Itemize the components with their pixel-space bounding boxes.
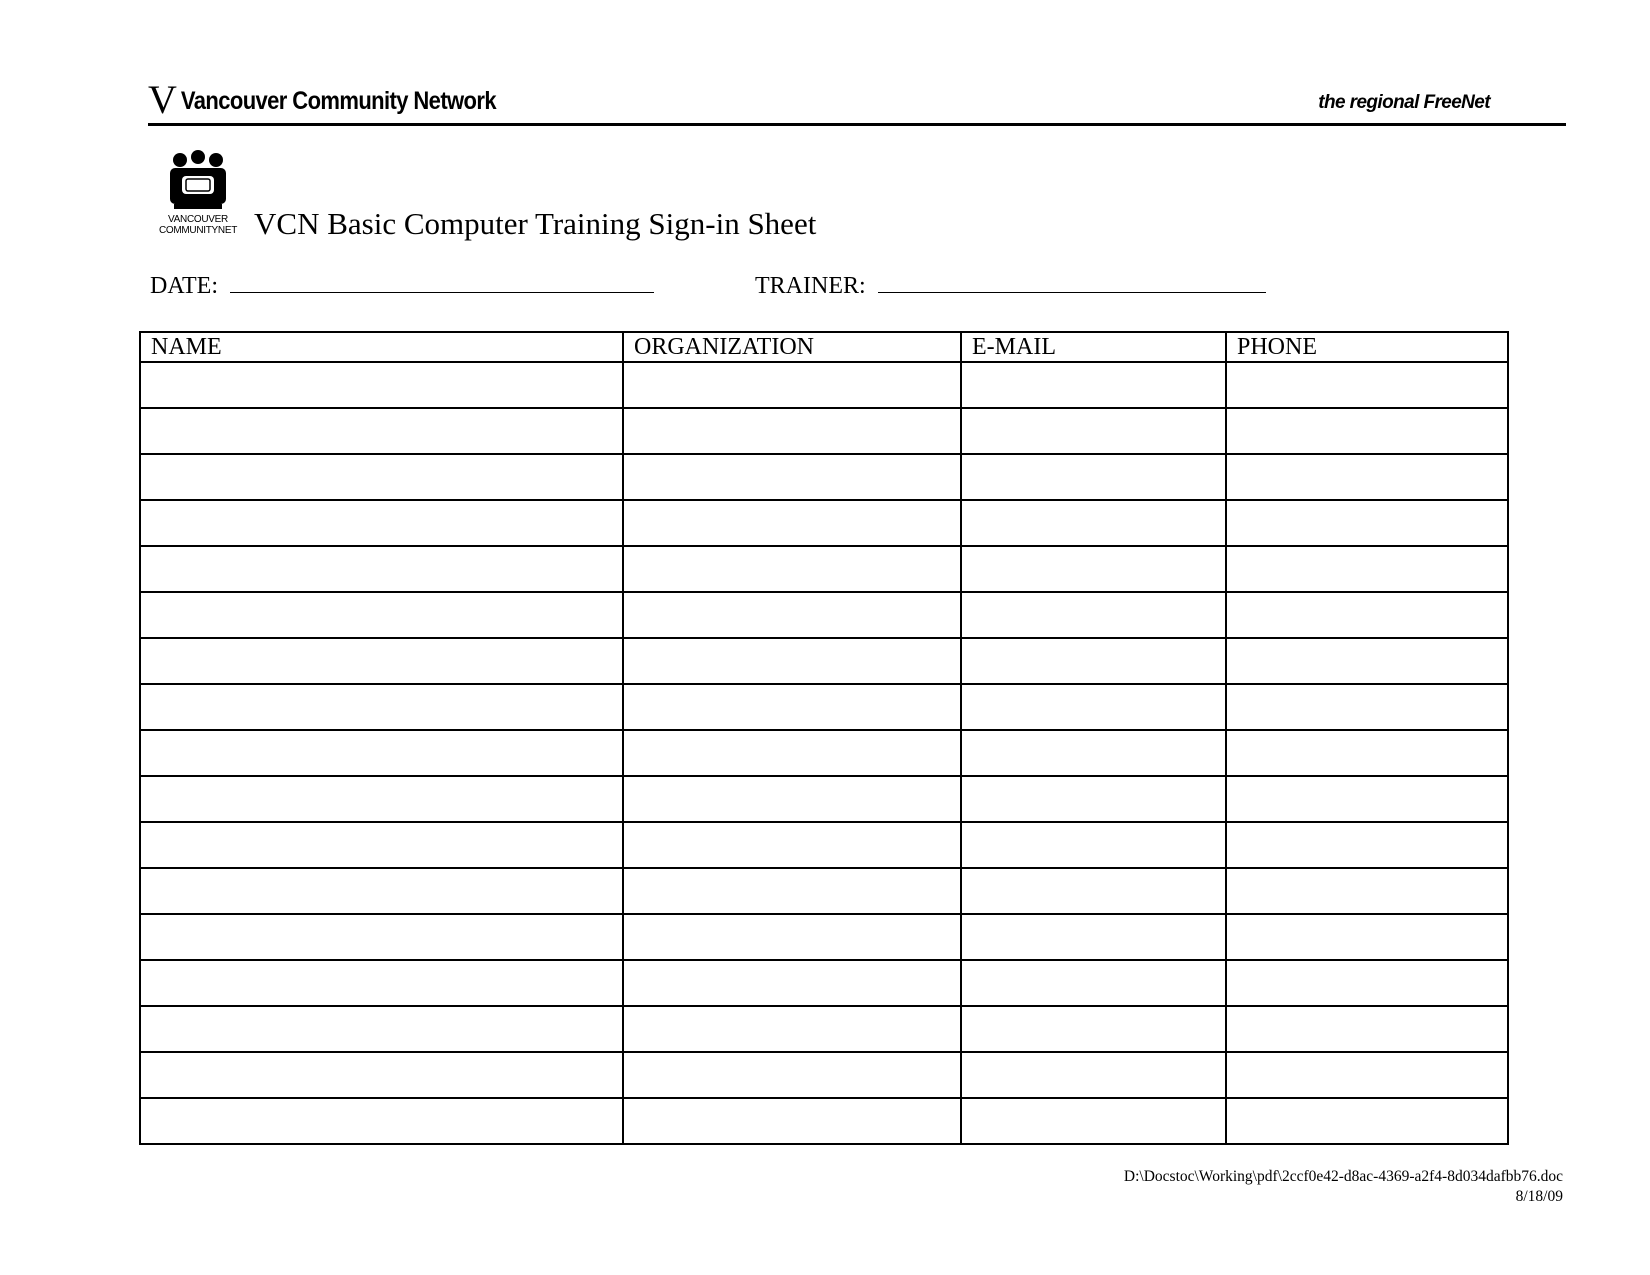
document-footer [1124,1167,1563,1207]
table-row [140,362,1508,408]
table-row [140,914,1508,960]
email-cell[interactable] [961,1052,1226,1098]
table-row [140,1052,1508,1098]
phone-cell[interactable] [1226,454,1508,500]
table-body [140,362,1508,1144]
email-cell[interactable] [961,822,1226,868]
phone-cell[interactable] [1226,868,1508,914]
name-cell[interactable] [140,454,623,500]
name-cell[interactable] [140,868,623,914]
phone-cell[interactable] [1226,1098,1508,1144]
organization-cell[interactable] [623,776,961,822]
name-cell[interactable] [140,1052,623,1098]
table-row [140,1006,1508,1052]
table-row [140,1098,1508,1144]
sign-in-table [139,331,1509,1145]
table-row [140,960,1508,1006]
logo-line-1: VANCOUVER [168,214,228,225]
name-cell[interactable] [140,362,623,408]
brand-initial: V [148,77,177,122]
brand-name: Vancouver Community Network [180,86,496,115]
email-cell[interactable] [961,1006,1226,1052]
name-cell[interactable] [140,730,623,776]
footer-file-path: D:\Docstoc\Working\pdf\2ccf0e42-d8ac-4369-a2f4-8d034dafbb76.doc [1123,1168,1563,1185]
name-cell[interactable] [140,408,623,454]
table-row [140,592,1508,638]
table-row [140,822,1508,868]
organization-cell[interactable] [623,1052,961,1098]
column-header-email: E-MAIL [961,332,1226,362]
logo-line-2: COMMUNITYNET [158,225,238,236]
email-cell[interactable] [961,546,1226,592]
page-title: VCN Basic Computer Training Sign-in Sheet [254,206,817,241]
email-cell[interactable] [961,1098,1226,1144]
organization-cell[interactable] [623,592,961,638]
table-row [140,638,1508,684]
email-cell[interactable] [961,638,1226,684]
people-computer-icon [164,150,232,212]
phone-cell[interactable] [1226,592,1508,638]
header-divider [148,123,1566,126]
phone-cell[interactable] [1226,914,1508,960]
email-cell[interactable] [961,362,1226,408]
phone-cell[interactable] [1226,638,1508,684]
phone-cell[interactable] [1226,546,1508,592]
logo-text [152,214,244,236]
phone-cell[interactable] [1226,960,1508,1006]
table-row [140,868,1508,914]
phone-cell[interactable] [1226,822,1508,868]
phone-cell[interactable] [1226,730,1508,776]
brand-tagline: the regional FreeNet [1318,92,1490,113]
column-header-phone: PHONE [1226,332,1508,362]
organization-cell[interactable] [623,408,961,454]
phone-cell[interactable] [1226,362,1508,408]
table-row [140,546,1508,592]
date-label: DATE: [150,273,218,299]
name-cell[interactable] [140,638,623,684]
name-cell[interactable] [140,546,623,592]
trainer-blank-line[interactable] [878,270,1266,293]
phone-cell[interactable] [1226,684,1508,730]
organization-cell[interactable] [623,868,961,914]
table-header-row [140,332,1508,362]
name-cell[interactable] [140,914,623,960]
organization-cell[interactable] [623,960,961,1006]
footer-date: 8/18/09 [1515,1188,1563,1205]
phone-cell[interactable] [1226,1052,1508,1098]
table-row [140,408,1508,454]
email-cell[interactable] [961,868,1226,914]
organization-cell[interactable] [623,546,961,592]
name-cell[interactable] [140,776,623,822]
organization-cell[interactable] [623,1098,961,1144]
name-cell[interactable] [140,500,623,546]
email-cell[interactable] [961,592,1226,638]
phone-cell[interactable] [1226,408,1508,454]
trainer-label: TRAINER: [755,273,866,299]
table-row [140,684,1508,730]
email-cell[interactable] [961,776,1226,822]
email-cell[interactable] [961,454,1226,500]
email-cell[interactable] [961,684,1226,730]
phone-cell[interactable] [1226,776,1508,822]
column-header-name: NAME [140,332,623,362]
vcn-logo [152,150,244,240]
organization-cell[interactable] [623,454,961,500]
table-row [140,454,1508,500]
email-cell[interactable] [961,730,1226,776]
name-cell[interactable] [140,1006,623,1052]
brand-header [148,76,496,120]
organization-cell[interactable] [623,684,961,730]
table-row [140,776,1508,822]
email-cell[interactable] [961,960,1226,1006]
column-header-organization: ORGANIZATION [623,332,961,362]
organization-cell[interactable] [623,500,961,546]
organization-cell[interactable] [623,362,961,408]
date-field [150,270,654,302]
name-cell[interactable] [140,684,623,730]
table-row [140,500,1508,546]
email-cell[interactable] [961,408,1226,454]
name-cell[interactable] [140,822,623,868]
organization-cell[interactable] [623,638,961,684]
organization-cell[interactable] [623,914,961,960]
organization-cell[interactable] [623,730,961,776]
phone-cell[interactable] [1226,1006,1508,1052]
organization-cell[interactable] [623,1006,961,1052]
name-cell[interactable] [140,592,623,638]
name-cell[interactable] [140,960,623,1006]
name-cell[interactable] [140,1098,623,1144]
trainer-field [755,270,1266,302]
phone-cell[interactable] [1226,500,1508,546]
email-cell[interactable] [961,914,1226,960]
email-cell[interactable] [961,500,1226,546]
date-blank-line[interactable] [230,270,654,293]
organization-cell[interactable] [623,822,961,868]
table-row [140,730,1508,776]
